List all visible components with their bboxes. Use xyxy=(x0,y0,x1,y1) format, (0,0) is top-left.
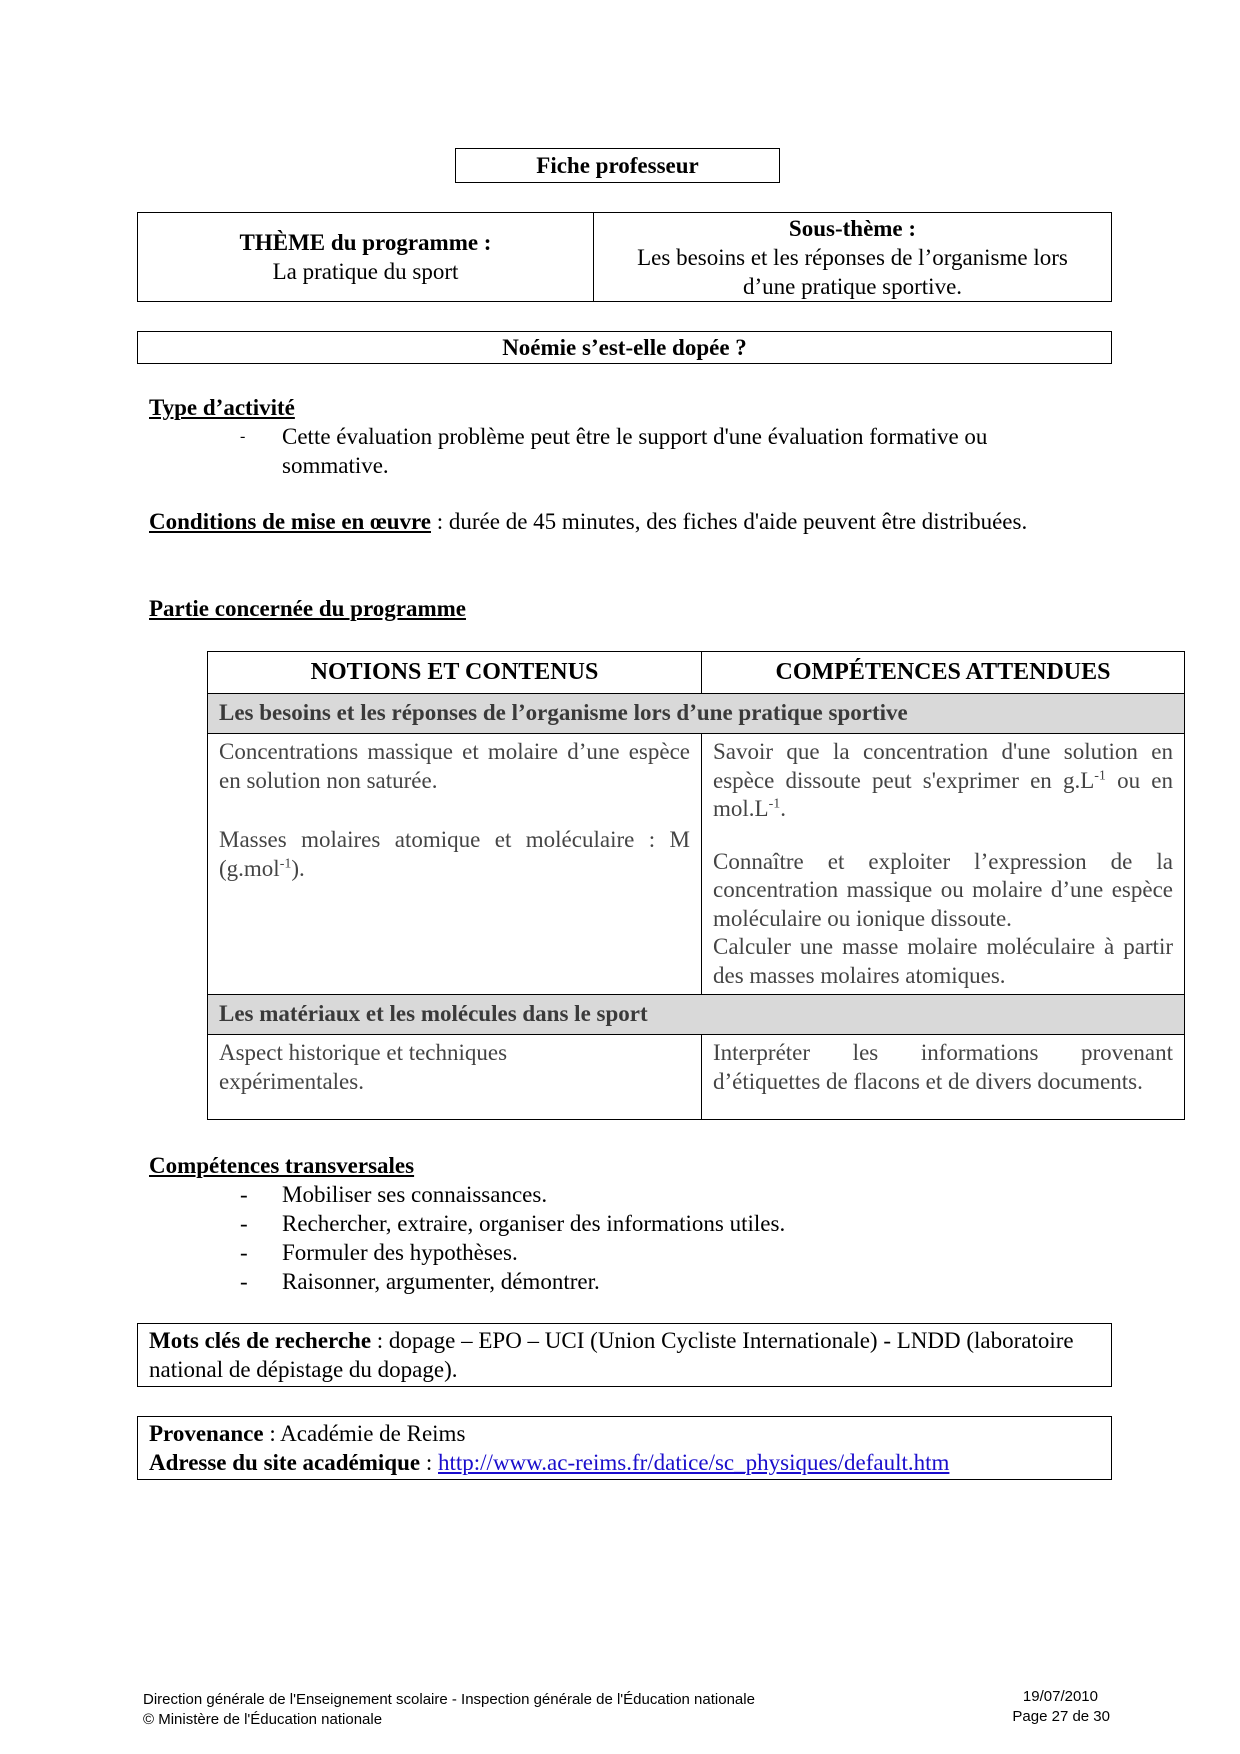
list-item-text: Mobiliser ses connaissances. xyxy=(282,1182,548,1207)
footer-copyright: © Ministère de l'Éducation nationale xyxy=(143,1711,383,1728)
list-item xyxy=(240,1238,1080,1267)
type-activite-heading: Type d’activité xyxy=(149,395,295,420)
mots-cles-text: : dopage – EPO – UCI (Union Cycliste Internationale) - LNDD (laboratoire national de dépistage du dopage). xyxy=(149,1328,1074,1382)
site-label: Adresse du site académique xyxy=(149,1450,421,1475)
conditions-text: : durée de 45 minutes, des fiches d'aide peuvent être distribuées. xyxy=(431,509,1028,534)
partie-heading: Partie concernée du programme xyxy=(149,596,467,621)
sous-theme-value: Les besoins et les réponses de l’organisme lors d’une pratique sportive. xyxy=(637,244,1068,299)
conditions-paragraph xyxy=(149,507,1109,536)
bullet-dash: - xyxy=(240,1211,248,1236)
section-row-besoins: Les besoins et les réponses de l’organisme lors d’une pratique sportive xyxy=(208,694,1184,734)
bullet-dash: - xyxy=(240,428,246,445)
mots-cles-label: Mots clés de recherche xyxy=(149,1328,372,1353)
sous-theme-cell xyxy=(594,213,1111,301)
list-item xyxy=(240,1209,1080,1238)
bullet-dash: - xyxy=(240,1182,248,1207)
competences-heading: Compétences transversales xyxy=(149,1153,415,1178)
provenance-line xyxy=(149,1419,1100,1448)
section-row-materiaux: Les matériaux et les molécules dans le sport xyxy=(208,995,1184,1035)
competence-masse-molaire: Calculer une masse molaire moléculaire à partir des masses molaires atomiques. xyxy=(713,934,1173,988)
footer-date: 19/07/2010 xyxy=(1022,1688,1098,1705)
list-item-text: Formuler des hypothèses. xyxy=(282,1240,518,1265)
table-row xyxy=(208,734,1184,995)
theme-cell xyxy=(138,213,594,301)
theme-value: La pratique du sport xyxy=(272,259,459,284)
activity-title-box xyxy=(137,331,1112,364)
activity-title: Noémie s’est-elle dopée ? xyxy=(502,335,747,360)
list-item xyxy=(240,1180,1080,1209)
notions-cell xyxy=(208,734,702,994)
list-item-text: Raisonner, argumenter, démontrer. xyxy=(282,1269,600,1294)
list-item xyxy=(240,422,1080,480)
fiche-professeur-label: Fiche professeur xyxy=(536,153,699,178)
bullet-dash: - xyxy=(240,1269,248,1294)
competences-cell: Interpréter les informations provenant d’étiquettes de flacons et de divers documents. xyxy=(713,1040,1173,1094)
table-row xyxy=(208,1035,1184,1119)
fiche-professeur-box xyxy=(455,148,780,183)
table-header-row xyxy=(208,652,1184,694)
header-notions: NOTIONS ET CONTENUS xyxy=(208,652,702,693)
notion-concentrations: Concentrations massique et molaire d’une espèce en solution non saturée. xyxy=(219,739,690,793)
provenance-text: : Académie de Reims xyxy=(263,1421,466,1446)
list-item xyxy=(240,1267,1080,1296)
type-activite-list xyxy=(240,422,1080,480)
notions-cell: Aspect historique et techniques expérimentales. xyxy=(208,1035,702,1119)
competences-list xyxy=(240,1180,1080,1296)
program-table xyxy=(207,651,1185,1120)
sous-theme-label: Sous-thème : xyxy=(788,215,917,241)
theme-table xyxy=(137,212,1112,302)
provenance-label: Provenance xyxy=(149,1421,264,1446)
site-separator: : xyxy=(420,1450,438,1475)
list-item-text: Cette évaluation problème peut être le support d'une évaluation formative ou sommative. xyxy=(282,424,988,478)
footer-page: Page 27 de 30 xyxy=(1012,1708,1110,1725)
footer-direction: Direction générale de l'Enseignement scolaire - Inspection générale de l'Éducation nationale xyxy=(143,1691,755,1708)
site-line xyxy=(149,1448,1100,1477)
mots-cles-box xyxy=(137,1323,1112,1387)
competence-concentration-unit: Savoir que la concentration d'une solution en espèce dissoute peut s'exprimer en $g.L^{-1}$ ou en $mol.L^{-1}$. xyxy=(713,739,1173,821)
footer-left xyxy=(143,1690,755,1730)
bullet-dash: - xyxy=(240,1240,248,1265)
site-link[interactable]: http://www.ac-reims.fr/datice/sc_physiques/default.htm xyxy=(438,1450,950,1475)
header-competences: COMPÉTENCES ATTENDUES xyxy=(775,659,1111,685)
competences-cell xyxy=(702,734,1184,994)
list-item-text: Rechercher, extraire, organiser des informations utiles. xyxy=(282,1211,786,1236)
footer-right xyxy=(990,1687,1110,1727)
competence-expression: Connaître et exploiter l’expression de la concentration massique ou molaire d’une espèce moléculaire ou ionique dissoute. xyxy=(713,848,1173,931)
theme-label: THÈME du programme : xyxy=(239,230,492,255)
notion-masses-molaires: Masses molaires atomique et moléculaire : M (g.mol$^{-1}$). xyxy=(219,827,690,881)
conditions-heading: Conditions de mise en œuvre xyxy=(149,509,431,534)
provenance-box xyxy=(137,1416,1112,1480)
